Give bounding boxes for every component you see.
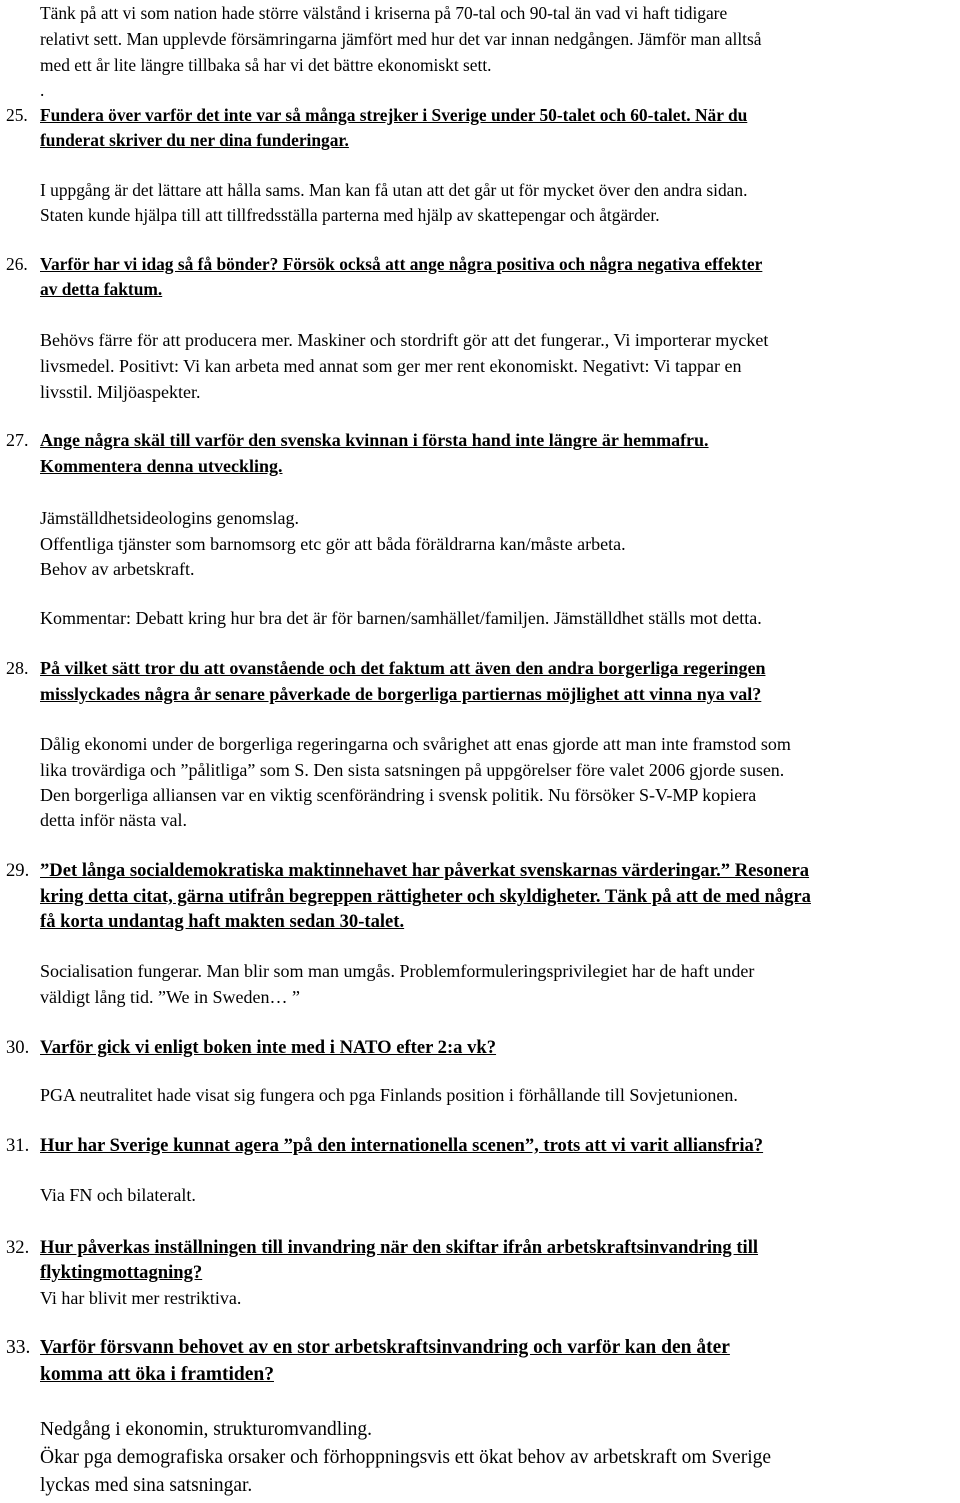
question-text: Ange några skäl till varför den svenska kvinnan i första hand inte längre är hemmafru. bbox=[40, 430, 709, 450]
intro-line: med ett år lite längre tillbaka så har vi det bättre ekonomiskt sett. bbox=[40, 55, 492, 75]
intro-line: relativt sett. Man upplevde försämringarna jämfört med hur det var innan nedgången. Jämför man alltså bbox=[40, 29, 762, 49]
answer-text: Dålig ekonomi under de borgerliga regeringarna och svårighet att enas gjorde att man inte framstod som bbox=[40, 734, 791, 754]
answer-text: detta inför nästa val. bbox=[40, 810, 187, 830]
intro-line: . bbox=[40, 80, 45, 100]
question-number: 33. bbox=[6, 1337, 31, 1358]
question-text: Kommentera denna utveckling. bbox=[40, 456, 283, 476]
question-text: ”Det långa socialdemokratiska maktinnehavet har påverkat svenskarnas värderingar.” Resonera bbox=[40, 860, 810, 881]
intro-line: Tänk på att vi som nation hade större välstånd i kriserna på 70-tal och 90-tal än vad vi haft tidigare bbox=[40, 3, 728, 23]
answer-text: Staten kunde hjälpa till att tillfredsställa parterna med hjälp av skattepengar och åtgärder. bbox=[40, 205, 660, 225]
answer-text: väldigt lång tid. ”We in Sweden… ” bbox=[40, 987, 300, 1007]
question-text: Varför försvann behovet av en stor arbetskraftsinvandring och varför kan den åter bbox=[40, 1337, 730, 1358]
answer-text: Offentliga tjänster som barnomsorg etc gör att båda föräldrarna kan/måste arbeta. bbox=[40, 534, 626, 554]
question-text: flyktingmottagning? bbox=[40, 1262, 203, 1283]
question-number: 29. bbox=[6, 860, 30, 881]
question-text: komma att öka i framtiden? bbox=[40, 1364, 274, 1385]
question-text: funderat skriver du ner dina funderingar. bbox=[40, 130, 349, 150]
question-number: 28. bbox=[6, 658, 29, 678]
question-number: 25. bbox=[6, 105, 28, 125]
question-text: få korta undantag haft makten sedan 30-talet. bbox=[40, 911, 405, 932]
question-text: Varför har vi idag så få bönder? Försök också att ange några positiva och några negativa effekter bbox=[40, 254, 763, 274]
answer-text: lyckas med sina satsningar. bbox=[40, 1475, 253, 1496]
question-number: 31. bbox=[6, 1135, 30, 1156]
answer-text: Den borgerliga alliansen var en viktig scenförändring i svensk politik. Nu försöker S-V-MP kopiera bbox=[40, 785, 757, 805]
question-text: Fundera över varför det inte var så många strejker i Sverige under 50-talet och 60-talet. När du bbox=[40, 105, 748, 125]
question-number: 27. bbox=[6, 430, 29, 450]
answer-text: Jämställdhetsideologins genomslag. bbox=[40, 508, 299, 528]
question-number: 32. bbox=[6, 1237, 30, 1258]
answer-text: PGA neutralitet hade visat sig fungera och pga Finlands position i förhållande till Sovjetunionen. bbox=[40, 1085, 738, 1105]
answer-text: Socialisation fungerar. Man blir som man umgås. Problemformuleringsprivilegiet har de haft under bbox=[40, 961, 755, 981]
answer-text: Nedgång i ekonomin, strukturomvandling. bbox=[40, 1419, 372, 1440]
answer-text: Vi har blivit mer restriktiva. bbox=[40, 1288, 242, 1308]
question-number: 26. bbox=[6, 254, 28, 274]
question-text: Hur påverkas inställningen till invandring när den skiftar ifrån arbetskraftsinvandring till bbox=[40, 1237, 759, 1258]
question-text: av detta faktum. bbox=[40, 279, 163, 299]
question-text: Varför gick vi enligt boken inte med i NATO efter 2:a vk? bbox=[40, 1037, 497, 1058]
question-text: Hur har Sverige kunnat agera ”på den internationella scenen”, trots att vi varit alliansfria? bbox=[40, 1135, 764, 1156]
question-number: 30. bbox=[6, 1037, 30, 1058]
answer-text: Kommentar: Debatt kring hur bra det är för barnen/samhället/familjen. Jämställdhet ställs mot detta. bbox=[40, 608, 762, 628]
answer-text: Behövs färre för att producera mer. Maskiner och stordrift gör att det fungerar., Vi importerar mycket bbox=[40, 330, 769, 350]
answer-text: livsstil. Miljöaspekter. bbox=[40, 382, 201, 402]
question-text: misslyckades några år senare påverkade de borgerliga partiernas möjlighet att vinna nya val? bbox=[40, 684, 762, 704]
answer-text: I uppgång är det lättare att hålla sams. Man kan få utan att det går ut för mycket över den andra sidan. bbox=[40, 180, 748, 200]
answer-text: Via FN och bilateralt. bbox=[40, 1185, 196, 1205]
answer-text: lika trovärdiga och ”pålitliga” som S. Den sista satsningen på uppgörelser före valet 2006 gjorde susen. bbox=[40, 760, 785, 780]
question-text: På vilket sätt tror du att ovanstående och det faktum att även den andra borgerliga regeringen bbox=[40, 658, 766, 678]
answer-text: livsmedel. Positivt: Vi kan arbeta med annat som ger mer rent ekonomiskt. Negativt: Vi tappar en bbox=[40, 356, 742, 376]
answer-text: Ökar pga demografiska orsaker och förhoppningsvis ett ökat behov av arbetskraft om Sverige bbox=[40, 1447, 772, 1468]
question-text: kring detta citat, gärna utifrån begreppen rättigheter och skyldigheter. Tänk på att de med några bbox=[40, 886, 811, 907]
answer-text: Behov av arbetskraft. bbox=[40, 559, 195, 579]
